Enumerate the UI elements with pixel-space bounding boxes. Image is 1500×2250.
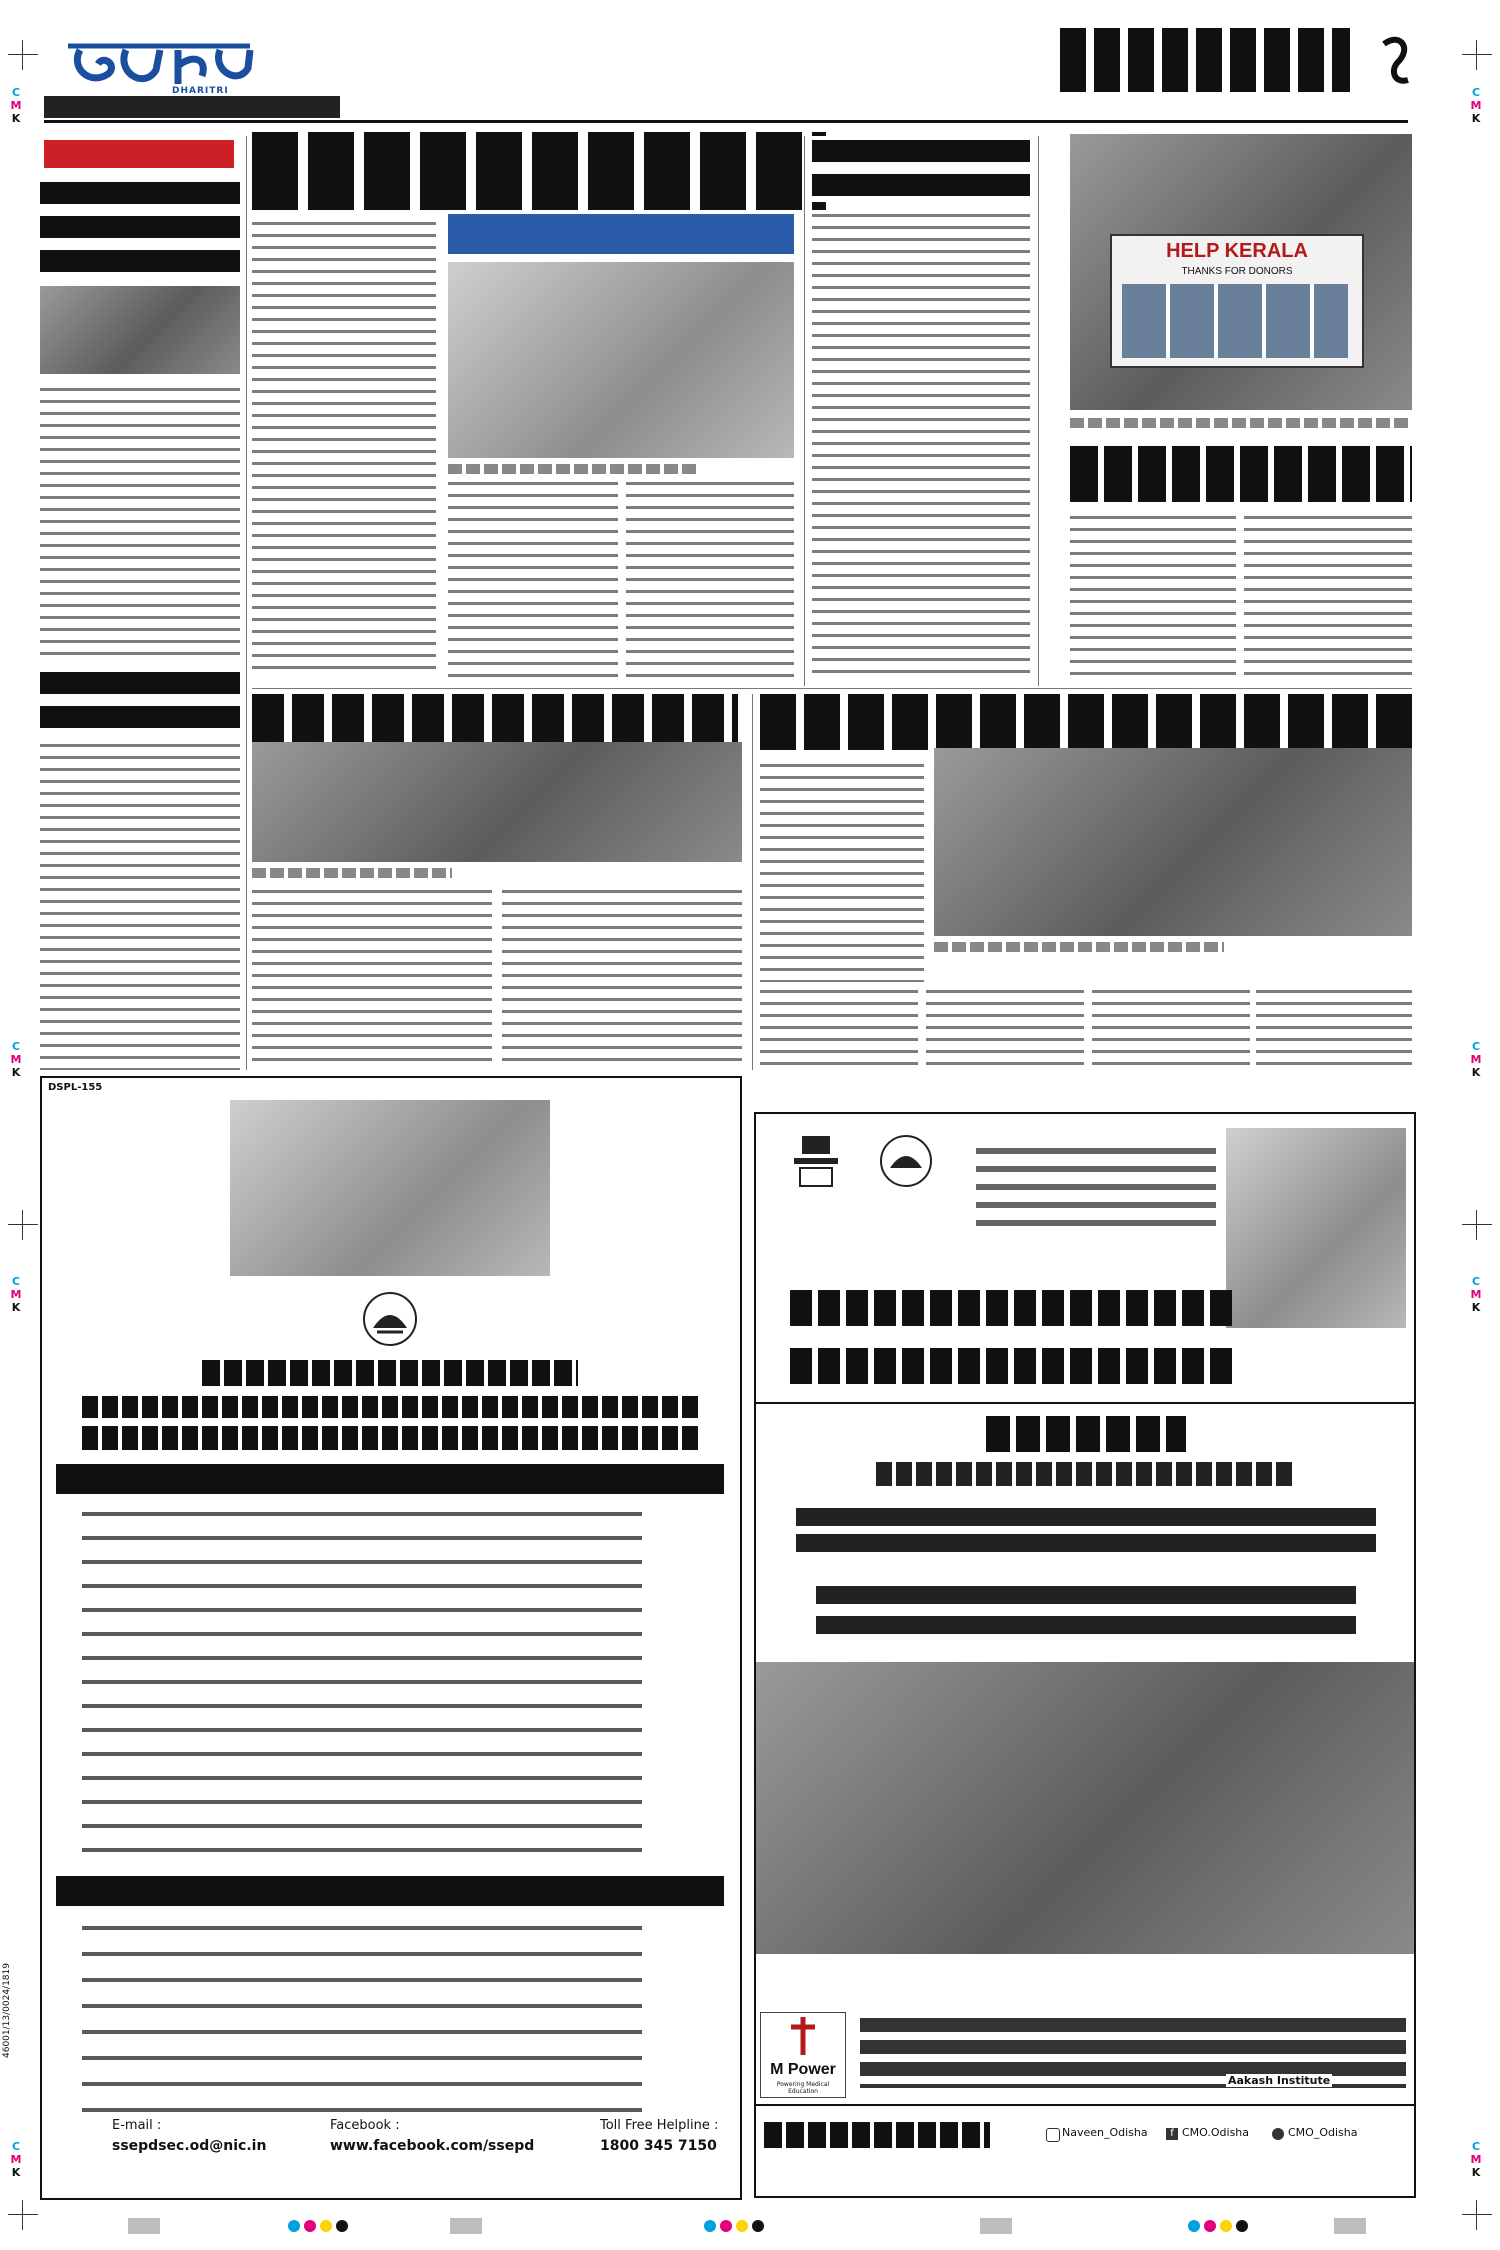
ashoka-emblem-icon [786,1132,846,1194]
ad-slogan [764,2122,990,2148]
ad-table-body-1 [82,1504,642,1864]
mpower-brand: M Power [770,2061,836,2078]
mpower-tagline: Powering Medical Education [776,2081,830,2095]
lead-headline [252,132,826,210]
ad-table-header-2 [56,1876,724,1906]
crop-mark-icon [8,1210,38,1240]
masthead-rule [44,120,1408,123]
wheelchair-photo [230,1100,550,1276]
social-handle-3: CMO_Odisha [1288,2126,1358,2139]
odisha-emblem-icon [361,1288,419,1350]
protest-photo-caption [934,942,1224,952]
protest-photo [934,748,1412,936]
brief-section-label [44,140,234,168]
ad-table-body-2 [82,1918,642,2118]
logo-latin: DHARITRI [172,86,229,96]
registration-mark: C M K [10,86,22,125]
ad-title-line1 [82,1396,702,1418]
coaching-classroom-photo [756,1662,1414,1954]
protest-body-col4 [1256,986,1412,1070]
cm-quote [976,1144,1216,1230]
column-rule [804,136,805,686]
aakash-name: Aakash Institute [1228,2074,1331,2087]
crop-mark-icon [8,2200,38,2230]
registration-mark: C M K [1470,1275,1482,1314]
lead-kicker-banner [448,214,794,254]
section-title-art [1060,28,1350,92]
color-dot [736,2220,748,2232]
ad-code: DSPL-155 [48,1082,103,1093]
brief-2-headline [40,668,240,732]
banner-line2: THANKS FOR DONORS [1181,266,1293,277]
ad-title-line2 [82,1426,702,1450]
brief-body-text [40,384,240,660]
color-dot [288,2220,300,2232]
snakebite-headline [812,136,1030,202]
protest-body-col3 [1092,986,1250,1070]
science-fair-body-col2 [502,886,742,1070]
lead-photo-caption [448,464,698,474]
lead-body-col3 [626,478,794,678]
ad-headline-2 [790,1348,1232,1384]
protest-headline [760,694,1412,750]
registration-mark: C M K [1470,86,1482,125]
registration-mark: C M K [10,1275,22,1314]
color-dot [1204,2220,1216,2232]
social-handle-1: Naveen_Odisha [1062,2126,1148,2139]
row-rule [252,688,1412,689]
color-dot [304,2220,316,2232]
brief-photo [40,286,240,374]
science-fair-photo [252,742,742,862]
social-handle-2: CMO.Odisha [1182,2126,1250,2139]
dateline-bar [44,96,340,118]
registration-mark: C M K [10,1040,22,1079]
column-rule [752,694,753,1070]
ad-invite-text [796,1506,1376,1556]
page-number [1380,28,1412,92]
facebook-url: www.facebook.com/ssepd [330,2138,535,2154]
kerala-body-col1 [1070,512,1236,680]
social-links [1046,2124,1410,2146]
newspaper-logo [60,28,260,98]
coaching-ad [754,1112,1416,2198]
crop-mark-icon [1462,40,1492,70]
crop-mark-icon [1462,1210,1492,1240]
color-dot [1220,2220,1232,2232]
helpline-number: 1800 345 7150 [600,2138,717,2154]
ad-release-code: 46001/13/0024/1819 [2,1963,12,2058]
registration-mark: C M K [1470,2140,1482,2179]
ad-rule [756,2104,1414,2106]
email-label: E-mail : [112,2118,162,2133]
mpower-logo [760,2012,846,2098]
odisha-emblem-icon [876,1132,936,1190]
protest-body-col2 [926,986,1084,1070]
help-kerala-banner [1110,234,1364,368]
email-address: ssepdsec.od@nic.in [112,2138,267,2154]
color-dot [1188,2220,1200,2232]
protest-body-col1 [760,986,918,1070]
instagram-icon [1046,2128,1060,2142]
helpline-label: Toll Free Helpline : [600,2118,719,2133]
lead-body-col2 [448,478,618,678]
color-swatch [450,2218,482,2234]
ad-venue-date [816,1584,1356,1640]
lead-photo [448,262,794,458]
science-fair-body-col1 [252,886,492,1070]
banner-photos [1122,284,1348,358]
color-swatch [1334,2218,1366,2234]
color-dot [336,2220,348,2232]
brief-headline [40,178,240,274]
brief-2-body-text [40,740,240,1070]
registration-mark: C M K [10,2140,22,2179]
chief-minister-photo [1226,1128,1406,1328]
snakebite-body-text [812,210,1030,680]
column-rule [246,136,247,1070]
crop-mark-icon [8,40,38,70]
ad-headline-1 [790,1290,1232,1326]
kerala-headline [1070,446,1412,502]
kerala-body-col2 [1244,512,1412,680]
color-dot [320,2220,332,2232]
kerala-photo [1070,134,1412,410]
color-dot [752,2220,764,2232]
twitter-icon [1272,2128,1284,2140]
color-dot [704,2220,716,2232]
color-swatch [980,2218,1012,2234]
lead-body-col1 [252,218,436,678]
color-swatch [128,2218,160,2234]
ad-table-header-1 [56,1464,724,1494]
registration-mark: C M K [1470,1040,1482,1079]
ad-department-title [202,1360,578,1386]
crop-mark-icon [1462,2200,1492,2230]
protest-body-intro [760,760,924,982]
kerala-photo-caption [1070,418,1412,428]
column-rule [1038,136,1039,686]
science-fair-caption [252,868,452,878]
color-dot [1236,2220,1248,2232]
minister-name [986,1416,1186,1452]
facebook-icon: f [1166,2128,1178,2140]
color-dot [720,2220,732,2232]
banner-line1: HELP KERALA [1166,240,1308,262]
minister-title [876,1462,1296,1486]
ad-rule [756,1402,1414,1404]
facebook-label: Facebook : [330,2118,400,2133]
